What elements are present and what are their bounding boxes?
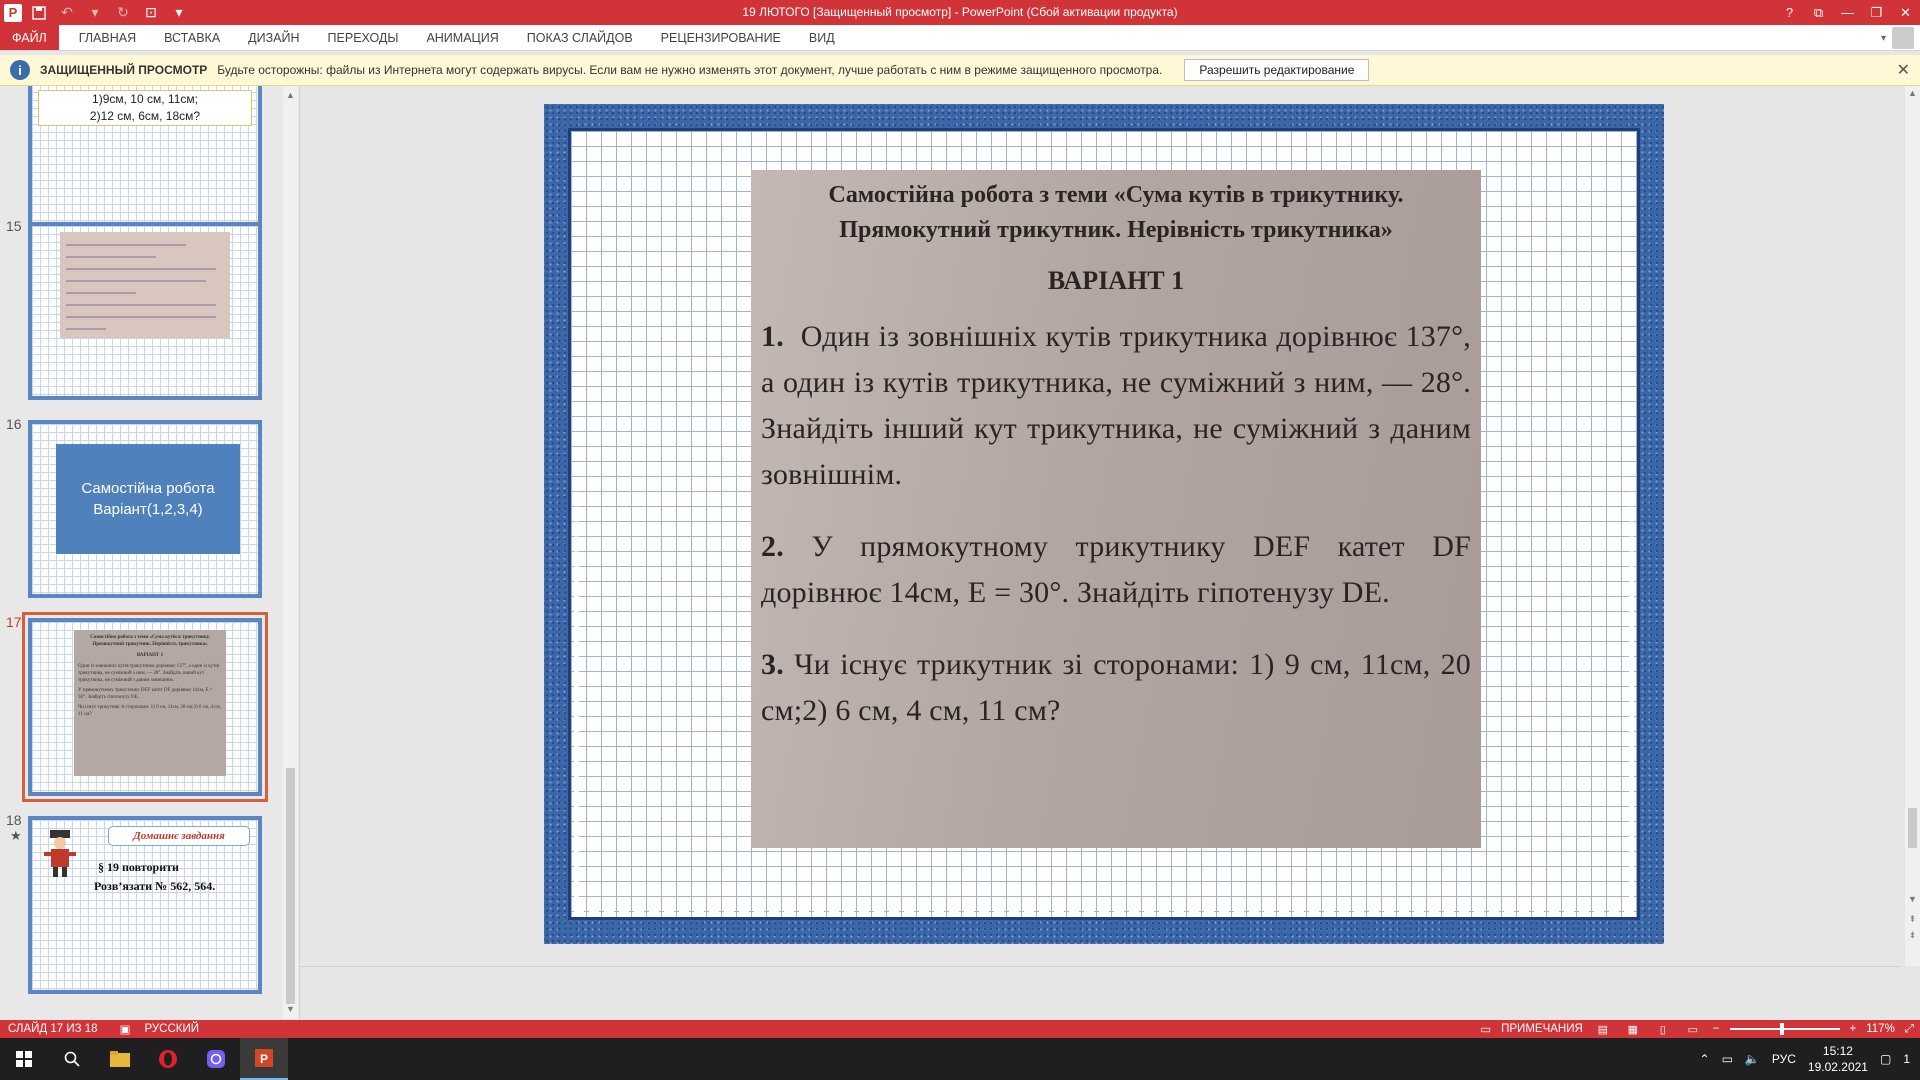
- ribbon-display-options-icon[interactable]: ⧉: [1813, 4, 1824, 20]
- notifications-icon[interactable]: ▢: [1879, 1052, 1892, 1066]
- scroll-down-arrow-icon[interactable]: ▼: [286, 1004, 295, 1014]
- thumbnail-17-task3: Чи існує трикутник зі сторонами: 1) 9 см, 11см, 20 см;2) 6 см, 4 см, 11 см?: [78, 705, 221, 717]
- customize-toolbar-icon[interactable]: ▾: [175, 4, 183, 20]
- current-slide[interactable]: [544, 104, 1664, 944]
- tab-slideshow[interactable]: ПОКАЗ СЛАЙДОВ: [526, 30, 633, 45]
- thumbnail-16-line1: Самостійна робота: [81, 480, 215, 497]
- close-bar-icon[interactable]: ✕: [1896, 62, 1910, 79]
- thumbnail-16-title-box: [56, 444, 240, 554]
- tab-home[interactable]: ГЛАВНАЯ: [78, 30, 137, 45]
- editor-scrollbar[interactable]: [1905, 86, 1920, 966]
- ribbon-tabs: [0, 25, 1920, 51]
- handwriting-line: [66, 280, 206, 282]
- animation-star-icon: ★: [10, 828, 22, 843]
- scroll-up-arrow-icon[interactable]: ▲: [286, 90, 295, 100]
- task-3-text: Чи існує трикутник зі сторонами: 1) 9 см, 11см, 20 см;2) 6 см, 4 см, 11 см?: [761, 648, 1471, 727]
- save-icon[interactable]: [28, 3, 50, 23]
- tab-file[interactable]: ФАЙЛ: [0, 25, 59, 50]
- spellcheck-icon[interactable]: ▣: [119, 1024, 131, 1036]
- show-hidden-icons-icon[interactable]: ⌃: [1699, 1052, 1710, 1066]
- slideshow-view-icon[interactable]: ▭: [1687, 1023, 1698, 1036]
- task-1-number: 1.: [761, 320, 784, 353]
- task-3: [761, 642, 1471, 734]
- thumbnail-18-text: [94, 858, 215, 896]
- thumbnail-14-line1: 1)9см, 10 см, 11см;: [92, 92, 198, 106]
- thumbnail-17-task2: У прямокутному трикутнику DEF катет DF дорівнює 14см, E = 30°. Знайдіть гіпотенузу DE.: [78, 688, 213, 700]
- thumbnail-14-answer-card: [38, 90, 252, 126]
- volume-icon[interactable]: 🔈: [1744, 1052, 1760, 1066]
- tab-animations[interactable]: АНИМАЦИЯ: [426, 30, 499, 45]
- viber-icon[interactable]: [192, 1038, 240, 1080]
- powerpoint-logo-icon: P: [4, 4, 22, 22]
- thumbnails-scrollbar[interactable]: [283, 86, 298, 1020]
- thumbnail-18-line1: § 19 повторити: [98, 860, 179, 874]
- thumbnail-17-photo: [74, 630, 226, 776]
- tab-design[interactable]: ДИЗАЙН: [248, 30, 300, 45]
- slide-thumbnail-15[interactable]: [28, 222, 262, 400]
- slide-sorter-icon[interactable]: ▦: [1627, 1023, 1638, 1036]
- input-language[interactable]: РУС: [1771, 1052, 1796, 1066]
- quick-access-toolbar: [0, 0, 190, 25]
- zoom-out-button[interactable]: −: [1712, 1023, 1720, 1035]
- handwriting-line: [66, 292, 136, 294]
- notification-count: 1: [1903, 1052, 1910, 1066]
- undo-dropdown-icon[interactable]: ▾: [91, 4, 99, 20]
- account-dropdown-icon[interactable]: ▾: [1880, 32, 1886, 44]
- cartoon-teacher-icon: [42, 828, 78, 880]
- window-title: 19 ЛЮТОГО [Защищенный просмотр] - PowerPoint (Сбой активации продукта): [742, 5, 1178, 19]
- handwriting-line: [66, 256, 156, 258]
- worksheet-variant: ВАРІАНТ 1: [1047, 266, 1185, 295]
- slide-number-17: 17: [6, 614, 22, 630]
- info-shield-icon: i: [10, 60, 30, 80]
- help-icon[interactable]: ?: [1785, 5, 1794, 20]
- handwriting-line: [66, 328, 106, 330]
- worksheet-photo[interactable]: [751, 170, 1481, 848]
- search-icon[interactable]: [48, 1038, 96, 1080]
- protected-view-bar: [0, 55, 1920, 86]
- slide-thumbnail-18[interactable]: [28, 816, 262, 994]
- thumbnail-15-handwritten-image: [60, 232, 230, 338]
- network-icon[interactable]: ▭: [1721, 1052, 1733, 1066]
- thumbnail-16-line2: Варіант(1,2,3,4): [93, 501, 203, 518]
- tab-review[interactable]: РЕЦЕНЗИРОВАНИЕ: [660, 30, 781, 45]
- windows-taskbar: [0, 1038, 1920, 1080]
- task-1: [761, 314, 1471, 498]
- notes-icon[interactable]: ▭: [1480, 1024, 1492, 1036]
- worksheet-title-line1: Самостійна робота з теми «Сума кутів в трикутнику.: [828, 182, 1404, 208]
- zoom-slider-knob[interactable]: [1780, 1023, 1784, 1035]
- slide-thumbnail-16[interactable]: [28, 420, 262, 598]
- zoom-level[interactable]: 117%: [1866, 1023, 1895, 1035]
- thumbnail-17-title-2: Прямокутний трикутник. Нерівність трикутника»: [92, 642, 208, 647]
- scrollbar-thumb[interactable]: [1908, 808, 1917, 848]
- task-3-number: 3.: [761, 648, 784, 681]
- fit-slide-icon[interactable]: ⤢: [1904, 1022, 1914, 1035]
- tab-insert[interactable]: ВСТАВКА: [164, 30, 221, 45]
- handwriting-line: [66, 316, 216, 318]
- account-area[interactable]: [1881, 27, 1914, 49]
- windows-start-icon[interactable]: [0, 1038, 48, 1080]
- handwriting-line: [66, 244, 186, 246]
- handwriting-line: [66, 268, 216, 270]
- task-2-text: У прямокутному трикутнику DEF катет DF дорівнює 14см, E = 30°. Знайдіть гіпотенузу DE.: [761, 530, 1471, 609]
- status-bar: [0, 1020, 1920, 1038]
- file-explorer-icon[interactable]: [96, 1038, 144, 1080]
- opera-browser-icon[interactable]: [144, 1038, 192, 1080]
- thumbnail-17-title: Самостійна робота з теми «Сума кутів в трикутнику.: [90, 635, 210, 640]
- protected-view-message: Будьте осторожны: файлы из Интернета могут содержать вирусы. Если вам не нужно изменять этот документ, лучше работать с ним в режиме защищенного просмотра.: [217, 63, 1163, 77]
- slide-number-18: 18: [6, 812, 22, 828]
- scroll-up-arrow-icon[interactable]: ▲: [1908, 88, 1917, 98]
- task-1-text: Один із зовнішніх кутів трикутника дорівнює 137°, а один із кутів трикутника, не суміжний з ним, — 28°. Знайдіть інший кут трикутника, не суміжний з даним зовнішнім.: [761, 320, 1471, 491]
- window-controls: [1775, 0, 1920, 25]
- notes-divider[interactable]: [301, 966, 1901, 967]
- redo-icon[interactable]: ↻: [117, 4, 129, 20]
- tab-transitions[interactable]: ПЕРЕХОДЫ: [327, 30, 399, 45]
- worksheet-title-line2: Прямокутний трикутник. Нерівність трикутника»: [839, 217, 1393, 243]
- language-indicator[interactable]: РУССКИЙ: [144, 1023, 200, 1035]
- clock-time: 15:12: [1822, 1044, 1853, 1058]
- clock[interactable]: [1808, 1043, 1868, 1075]
- tab-view[interactable]: ВИД: [808, 30, 835, 45]
- slide-editor: [301, 86, 1920, 1020]
- notes-button[interactable]: ПРИМЕЧАНИЯ: [1501, 1023, 1583, 1035]
- scroll-down-arrow-icon[interactable]: ▼: [1908, 894, 1917, 904]
- zoom-slider[interactable]: [1730, 1028, 1840, 1030]
- handwriting-line: [66, 304, 216, 306]
- powerpoint-taskbar-icon[interactable]: [240, 1038, 288, 1080]
- status-bar-right: [1480, 1020, 1914, 1038]
- title-bar: [0, 0, 1920, 25]
- slide-counter: СЛАЙД 17 ИЗ 18: [8, 1023, 98, 1035]
- minimize-icon[interactable]: —: [1841, 5, 1854, 20]
- thumbnail-17-task1: Один із зовнішніх кутів трикутника дорівнює 137°, а один із кутів трикутника, не суміжний з ним, — 28°. Знайдіть інший кут трикутника, не суміжний з даним зовнішнім.: [78, 664, 220, 683]
- restore-icon[interactable]: ❐: [1870, 4, 1883, 20]
- reading-view-icon[interactable]: ▯: [1659, 1023, 1666, 1036]
- undo-icon[interactable]: ↶: [61, 4, 73, 20]
- enable-editing-button[interactable]: Разрешить редактирование: [1184, 59, 1369, 81]
- clock-date: 19.02.2021: [1807, 1060, 1868, 1074]
- slide-thumbnails-pane: [0, 86, 300, 1020]
- thumbnail-18-line2: Розв’язати № 562, 564.: [94, 879, 216, 893]
- task-2: [761, 524, 1471, 616]
- thumbnail-17-variant: ВАРІАНТ 1: [136, 653, 164, 658]
- slide-thumbnail-17[interactable]: [28, 618, 262, 796]
- slide-number-15: 15: [6, 218, 22, 234]
- close-icon[interactable]: ✕: [1900, 4, 1911, 20]
- previous-slide-icon[interactable]: ⇞: [1908, 913, 1917, 924]
- protected-view-heading: ЗАЩИЩЕННЫЙ ПРОСМОТР: [40, 63, 208, 77]
- zoom-in-button[interactable]: +: [1849, 1023, 1857, 1035]
- svg-text:P: P: [260, 1052, 269, 1066]
- start-slideshow-icon[interactable]: ⊡: [145, 4, 157, 20]
- system-tray: [1700, 1038, 1920, 1080]
- thumbnail-14-line2: 2)12 см, 6см, 18см?: [89, 109, 201, 123]
- worksheet-title: [761, 178, 1471, 248]
- normal-view-icon[interactable]: ▤: [1597, 1023, 1608, 1036]
- avatar[interactable]: [1892, 27, 1914, 49]
- scrollbar-thumb[interactable]: [286, 768, 295, 1004]
- slide-number-16: 16: [6, 416, 22, 432]
- next-slide-icon[interactable]: ⇟: [1908, 929, 1917, 940]
- task-2-number: 2.: [761, 530, 784, 563]
- thumbnail-18-banner: Домашнє завдання: [108, 826, 250, 846]
